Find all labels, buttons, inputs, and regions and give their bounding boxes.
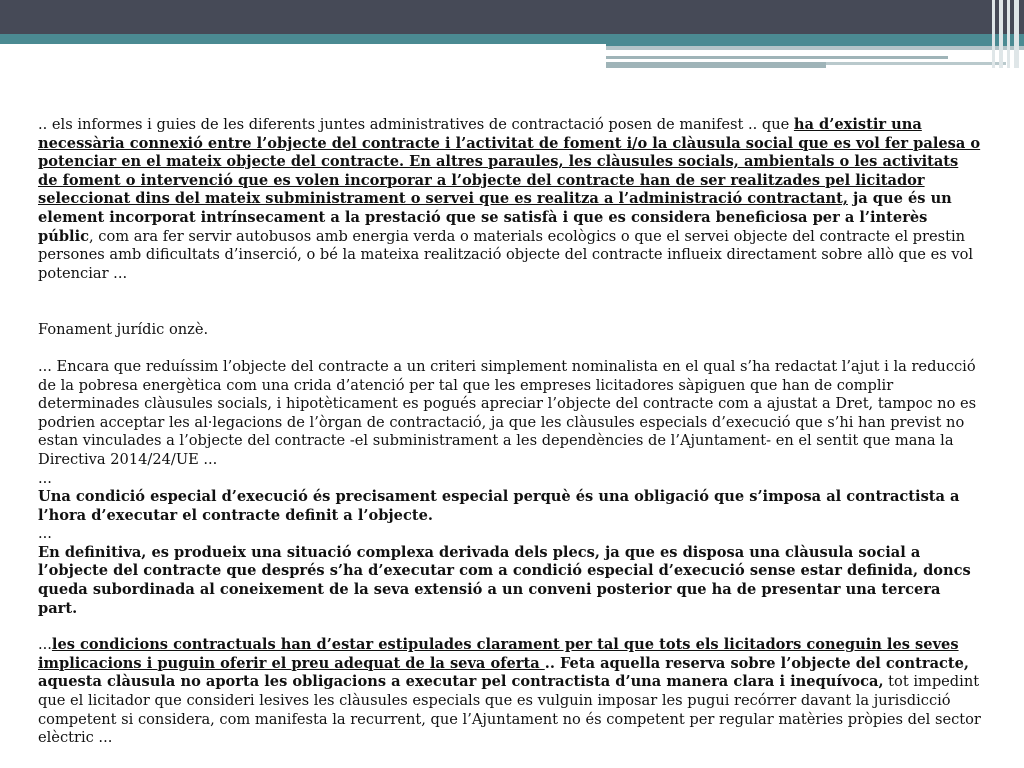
slide-body [38,116,982,748]
ellipsis: ... [38,525,52,543]
paragraph-5-lead: ... [38,636,52,654]
paragraph-3: Una condició especial d’execució és precisament especial perquè és una obligació que s’imposa al contractista a l’hora d’executar el contracte definit a l’objecte. [38,488,960,524]
paragraph-4: En definitiva, es produeix una situació complexa derivada dels plecs, ja que es disposa una clàusula social a l’objecte del contracte que després s’ha d’executar com a condició especial d’execució sense estar definida, doncs queda subordinada al coneixement de la seva extensió a un conveni posterior que ha de presentar una tercera part. [38,543,971,617]
paragraph-1-bold: ja que és un element incorporat intrínsecament a la prestació que se satisfà i que es considera beneficiosa per a l’interès públic [38,190,952,245]
paragraph-1 [38,116,982,283]
header-accent-line [826,62,1006,65]
paragraph-5 [38,636,982,748]
header-accent-line [606,62,826,68]
paragraph-5-text-end: tot impedint que el licitador que consideri lesives les clàusules especials que es vulguin imposar les pugui recórrer davant la jurisdicció competent si considera, com manifesta la recurrent, que l’Ajuntament no és competent per regular matèries pròpies del sector elèctric ... [38,673,981,747]
paragraph-5-bold: .. Feta aquella reserva sobre l’objecte del contracte, aquesta clàusula no aporta les obligacions a executar pel contractista d’una manera clara i inequívoca, [38,654,970,691]
paragraph-1-underlined-bold: ha d’existir una necessària connexió entre l’objecte del contracte i l’activitat de foment i/o la clàusula social que es vol fer palesa o potenciar en el mateix objecte del contracte. En altres paraules, les clàusules socials, ambientals o les activitats de foment o intervenció que es volen incorporar a l’objecte del contracte han de ser realitzades pel licitador seleccionat dins del mateix subministrament o servei que es realitza a l’administració contractant, [38,116,981,208]
header-white-tab [0,44,606,54]
section-heading: Fonament jurídic onzè. [38,321,209,339]
paragraph-5-underlined-bold: les condicions contractuals han d’estar estipulades clarament per tal que tots els licitadors coneguin les seves implicacions i puguin oferir el preu adequat de la seva oferta [38,636,959,672]
paragraph-1-text-end: , com ara fer servir autobusos amb energia verda o materials ecològics o que el servei objecte del contracte el prestin persones amb dificultats d’inserció, o bé la mateixa realització objecte del contracte influeix directament sobre allò que es vol potenciar ... [38,227,974,282]
header-bar [0,0,1024,34]
header-accent-line [606,56,948,59]
paragraph-1-text: .. els informes i guies de les diferents juntes administratives de contractació posen de manifest .. que [38,116,794,133]
paragraph-2: ... Encara que reduíssim l’objecte del contracte a un criteri simplement nominalista en el qual s’ha redactat l’ajut i la reducció de la pobresa energètica com una crida d’atenció per tal que les empreses licitadores sàpiguen que han de complir determinades clàusules socials, i hipotèticament es pogués apreciar l’objecte del contracte com a ajustat a Dret, tampoc no es podrien acceptar les al·legacions de l’òrgan de contractació, ja que les clàusules especials d’execució que s’hi han previst no estan vinculades a l’objecte del contracte -el subministrament a les dependències de l’Ajuntament- en el sentit que mana la Directiva 2014/24/UE ... [38,357,977,468]
header-vertical-stripes [990,0,1024,68]
ellipsis: ... [38,469,52,487]
